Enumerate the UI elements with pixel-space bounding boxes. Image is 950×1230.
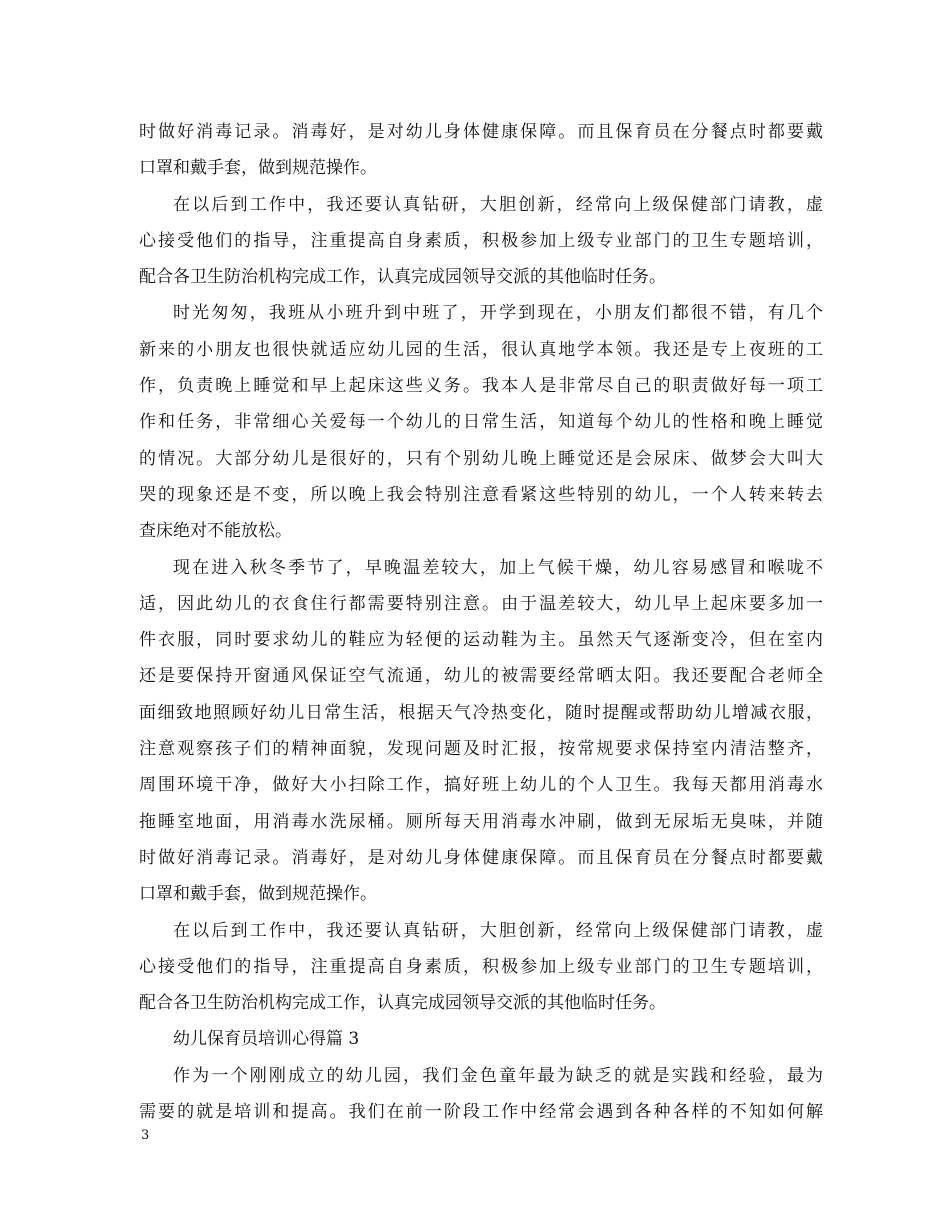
text-line: 心接受他们的指导，注重提高自身素质，积极参加上级专业部门的卫生专题培训，: [139, 956, 823, 977]
text-line: 口罩和戴手套，做到规范操作。: [139, 884, 377, 905]
text-line: 时做好消毒记录。消毒好，是对幼儿身体健康保障。而且保育员在分餐点时都要戴: [139, 847, 823, 868]
text-line: 配合各卫生防治机构完成工作，认真完成园领导交派的其他临时任务。: [139, 993, 666, 1014]
text-line: 现在进入秋冬季节了，早晚温差较大，加上气候干燥，幼儿容易感冒和喉咙不: [173, 557, 823, 578]
text-line: 的情况。大部分幼儿是很好的，只有个别幼儿晚上睡觉还是会尿床、做梦会大叫大: [139, 448, 823, 469]
text-line: 新来的小朋友也很快就适应幼儿园的生活，很认真地学本领。我还是专上夜班的工: [139, 339, 823, 360]
text-line: 配合各卫生防治机构完成工作，认真完成园领导交派的其他临时任务。: [139, 267, 666, 288]
text-line: 在以后到工作中，我还要认真钻研，大胆创新，经常向上级保健部门请教，虚: [173, 920, 823, 941]
text-line: 在以后到工作中，我还要认真钻研，大胆创新，经常向上级保健部门请教，虚: [173, 194, 823, 215]
text-line: 作，负责晚上睡觉和早上起床这些义务。我本人是非常尽自己的职责做好每一项工: [139, 376, 823, 397]
text-line: 幼儿保育员培训心得篇 3: [173, 1029, 360, 1050]
text-line: 还是要保持开窗通风保证空气流通，幼儿的被需要经常晒太阳。我还要配合老师全: [139, 666, 823, 687]
text-line: 件衣服，同时要求幼儿的鞋应为轻便的运动鞋为主。虽然天气逐渐变冷，但在室内: [139, 630, 823, 651]
text-line: 周围环境干净，做好大小扫除工作，搞好班上幼儿的个人卫生。我每天都用消毒水: [139, 775, 823, 796]
text-line: 哭的现象还是不变，所以晚上我会特别注意看紧这些特别的幼儿，一个人转来转去: [139, 484, 823, 505]
page-number: 3: [141, 1128, 150, 1143]
text-line: 查床绝对不能放松。: [139, 521, 292, 542]
text-line: 作和任务，非常细心关爱每一个幼儿的日常生活，知道每个幼儿的性格和晚上睡觉: [139, 412, 823, 433]
text-line: 心接受他们的指导，注重提高自身素质，积极参加上级专业部门的卫生专题培训，: [139, 230, 823, 251]
text-line: 时做好消毒记录。消毒好，是对幼儿身体健康保障。而且保育员在分餐点时都要戴: [139, 122, 823, 142]
text-line: 适，因此幼儿的衣食住行都需要特别注意。由于温差较大，幼儿早上起床要多加一: [139, 593, 823, 614]
text-line: 拖睡室地面，用消毒水洗尿桶。厕所每天用消毒水冲刷，做到无尿垢无臭味，并随: [139, 811, 823, 832]
text-line: 口罩和戴手套，做到规范操作。: [139, 158, 377, 179]
text-line: 作为一个刚刚成立的幼儿园，我们金色童年最为缺乏的就是实践和经验，最为: [173, 1065, 823, 1086]
text-line: 注意观察孩子们的精神面貌，发现问题及时汇报，按常规要求保持室内清洁整齐，: [139, 739, 823, 760]
text-line: 时光匆匆，我班从小班升到中班了，开学到现在，小朋友们都很不错，有几个: [173, 303, 823, 324]
document-body: [139, 114, 823, 1130]
text-line: 需要的就是培训和提高。我们在前一阶段工作中经常会遇到各种各样的不知如何解: [139, 1102, 823, 1123]
text-line: 面细致地照顾好幼儿日常生活，根据天气冷热变化，随时提醒或帮助幼儿增减衣服，: [139, 702, 823, 723]
